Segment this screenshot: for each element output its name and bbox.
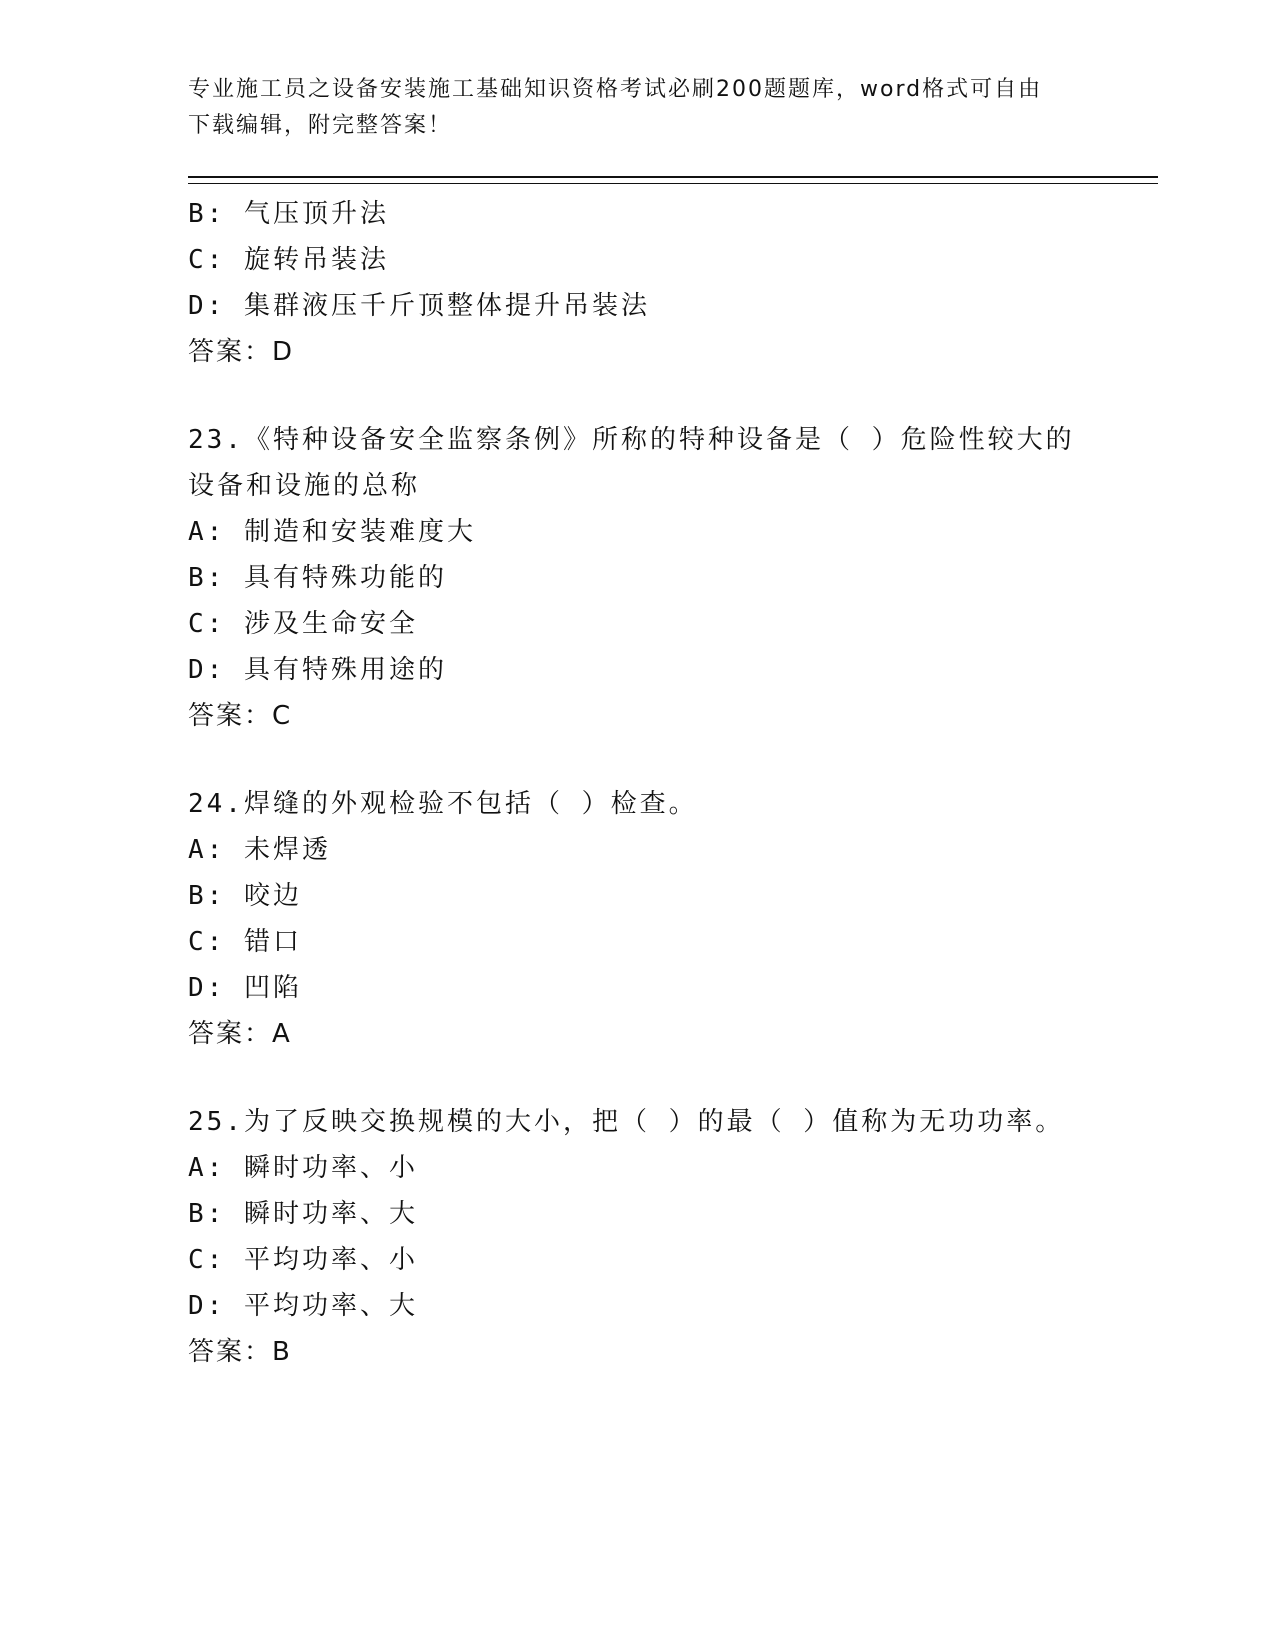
option-c: C: 错口: [188, 927, 302, 957]
header-line-2: 下载编辑，附完整答案！: [188, 113, 453, 138]
question-stem: 24.焊缝的外观检验不包括（ ）检查。: [188, 789, 698, 819]
option-c: C: 平均功率、小: [188, 1245, 418, 1275]
document-header: [188, 72, 1068, 144]
question-stem: 23.《特种设备安全监察条例》所称的特种设备是（ ）危险性较大的: [188, 425, 1075, 455]
answer: 答案：B: [188, 1337, 292, 1367]
question-stem-cont: 设备和设施的总称: [188, 471, 421, 501]
question-stem: 25.为了反映交换规模的大小，把（ ）的最（ ）值称为无功功率。: [188, 1107, 1065, 1137]
question-24: [188, 781, 1088, 1057]
header-rule-thick: [188, 176, 1158, 178]
option-d: D: 集群液压千斤顶整体提升吊装法: [188, 291, 650, 321]
header-line-1: 专业施工员之设备安装施工基础知识资格考试必刷200题题库，word格式可自由: [188, 77, 1043, 102]
option-a: A: 未焊透: [188, 835, 331, 865]
question-25: [188, 1099, 1088, 1375]
option-a: A: 瞬时功率、小: [188, 1153, 418, 1183]
answer: 答案：C: [188, 701, 293, 731]
option-d: D: 具有特殊用途的: [188, 655, 447, 685]
option-c: C: 旋转吊装法: [188, 245, 389, 275]
option-d: D: 平均功率、大: [188, 1291, 418, 1321]
option-b: B: 具有特殊功能的: [188, 563, 447, 593]
answer: 答案：D: [188, 337, 295, 367]
option-a: A: 制造和安装难度大: [188, 517, 476, 547]
option-b: B: 瞬时功率、大: [188, 1199, 418, 1229]
question-23: [188, 417, 1088, 739]
option-d: D: 凹陷: [188, 973, 302, 1003]
option-b: B: 气压顶升法: [188, 199, 389, 229]
answer: 答案：A: [188, 1019, 292, 1049]
option-b: B: 咬边: [188, 881, 302, 911]
question-list: [188, 191, 1088, 1375]
header-rule-thin: [188, 183, 1158, 184]
option-c: C: 涉及生命安全: [188, 609, 418, 639]
question-22-continued: [188, 191, 1088, 375]
